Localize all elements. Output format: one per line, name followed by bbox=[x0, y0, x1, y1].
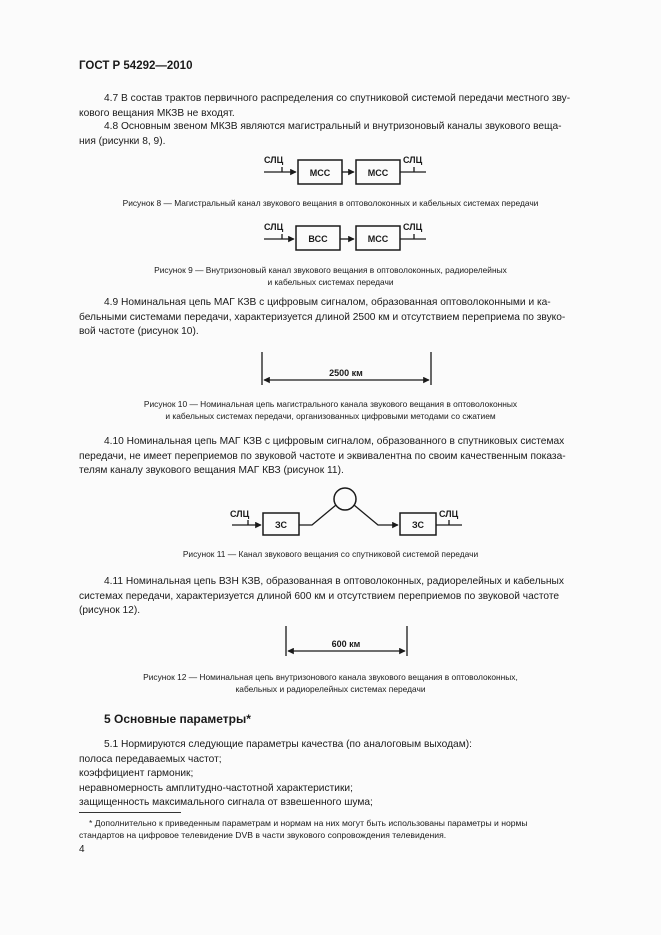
text-line: системах передачи, характеризуется длиной 600 км и отсутствием переприемов по звуковой частоте bbox=[79, 590, 560, 602]
caption-line: кабельных и радиорелейных системах передачи bbox=[235, 684, 426, 694]
fig9-box-1-label: ВСС bbox=[308, 234, 328, 244]
text-line: бельными системами передачи, характеризуется длиной 2500 км и отсутствием переприема по звуко- bbox=[79, 311, 566, 323]
document-header: ГОСТ Р 54292—2010 bbox=[79, 60, 193, 72]
fig8-box-1-label: МСС bbox=[309, 168, 331, 178]
fig8-box-2-label: МСС bbox=[367, 168, 389, 178]
list-item: защищенность максимального сигнала от взвешенного шума; bbox=[79, 797, 373, 808]
fig8-right-label: СЛЦ bbox=[403, 155, 423, 165]
text-line: кового вещания МКЗВ не входят. bbox=[79, 107, 235, 119]
caption-line: Рисунок 9 — Внутризоновый канал звукового вещания в оптоволоконных, радиорелейных bbox=[154, 265, 507, 275]
paragraph-4-11 bbox=[79, 575, 616, 619]
footnote-line: стандартов на цифровое телевидение DVB в части звукового сопровождения телевидения. bbox=[79, 830, 447, 840]
list-item: 5.1 Нормируются следующие параметры качества (по аналоговым выходам): bbox=[104, 739, 472, 750]
figure-10-diagram bbox=[262, 352, 431, 385]
footnote bbox=[79, 817, 616, 841]
footnote-line: * Дополнительно к приведенным параметрам и нормам на них могут быть использованы параметры и нормы bbox=[89, 818, 528, 828]
fig12-length-label: 600 км bbox=[331, 639, 361, 649]
fig9-right-label: СЛЦ bbox=[403, 222, 423, 232]
figure-8-caption bbox=[0, 197, 661, 209]
figure-11-diagram bbox=[230, 488, 462, 535]
caption-line: Рисунок 10 — Номинальная цепь магистрального канала звукового вещания в оптоволоконных bbox=[143, 399, 518, 409]
caption-line: и кабельных системах передачи bbox=[267, 277, 394, 287]
list-item: коэффициент гармоник; bbox=[79, 768, 194, 779]
paragraph-4-9 bbox=[79, 296, 616, 340]
figure-12-diagram bbox=[286, 626, 407, 656]
fig8-left-label: СЛЦ bbox=[264, 155, 284, 165]
text-line: вой частоте (рисунок 10). bbox=[79, 326, 199, 337]
caption-line: Рисунок 11 — Канал звукового вещания со спутниковой системой передачи bbox=[182, 549, 479, 559]
text-line: передачи, не имеет переприемов по звуковой частоте и эквивалентна по своим качественным показа- bbox=[79, 450, 566, 462]
figure-9-diagram bbox=[264, 222, 426, 250]
text-line: ния (рисунки 8, 9). bbox=[79, 135, 166, 147]
text-line: 4.7 В состав трактов первичного распределения со спутниковой системой передачи местного зву- bbox=[104, 93, 571, 104]
text-line: телям каналу звукового вещания МАГ КВЗ (рисунок 11). bbox=[79, 465, 344, 476]
caption-line: и кабельных системах передачи, организованных цифровыми методами со сжатием bbox=[165, 411, 496, 421]
text-line: 4.10 Номинальная цепь МАГ КЗВ с цифровым сигналом, образованного в спутниковых системах bbox=[104, 436, 565, 447]
fig11-right-label: СЛЦ bbox=[439, 509, 459, 519]
figure-8-diagram bbox=[264, 155, 426, 184]
text-line: 4.11 Номинальная цепь ВЗН КЗВ, образованная в оптоволоконных, радиорелейных и кабельных bbox=[104, 576, 564, 587]
parameters-list bbox=[79, 738, 472, 811]
list-item: неравномерность амплитудно-частотной характеристики; bbox=[79, 782, 353, 794]
footnote-divider bbox=[79, 812, 181, 813]
page-number: 4 bbox=[79, 844, 85, 855]
text-line: 4.8 Основным звеном МКЗВ являются магистральный и внутризоновый каналы звукового веща- bbox=[104, 121, 562, 132]
section-5-heading: 5 Основные параметры* bbox=[104, 712, 251, 726]
fig11-box-1-label: ЗС bbox=[275, 520, 287, 530]
fig9-left-label: СЛЦ bbox=[264, 222, 284, 232]
figure-11-caption bbox=[0, 548, 661, 560]
caption-line: Рисунок 12 — Номинальная цепь внутризонового канала звукового вещания в оптоволоконных, bbox=[143, 672, 518, 682]
text-line: 4.9 Номинальная цепь МАГ КЗВ с цифровым сигналом, образованная оптоволоконными и ка- bbox=[104, 297, 551, 308]
list-item: полоса передаваемых частот; bbox=[79, 753, 222, 765]
paragraph-4-10 bbox=[79, 435, 616, 479]
fig10-length-label: 2500 км bbox=[329, 368, 363, 378]
text-line: (рисунок 12). bbox=[79, 605, 141, 616]
fig9-box-2-label: МСС bbox=[367, 234, 389, 244]
figure-9-caption bbox=[0, 264, 661, 288]
figure-10-caption bbox=[0, 398, 661, 422]
figure-12-caption bbox=[0, 671, 661, 695]
satellite-icon bbox=[334, 488, 356, 510]
fig11-box-2-label: ЗС bbox=[412, 520, 424, 530]
fig11-left-label: СЛЦ bbox=[230, 509, 250, 519]
caption-line: Рисунок 8 — Магистральный канал звукового вещания в оптоволоконных и кабельных системах передачи bbox=[122, 198, 539, 208]
